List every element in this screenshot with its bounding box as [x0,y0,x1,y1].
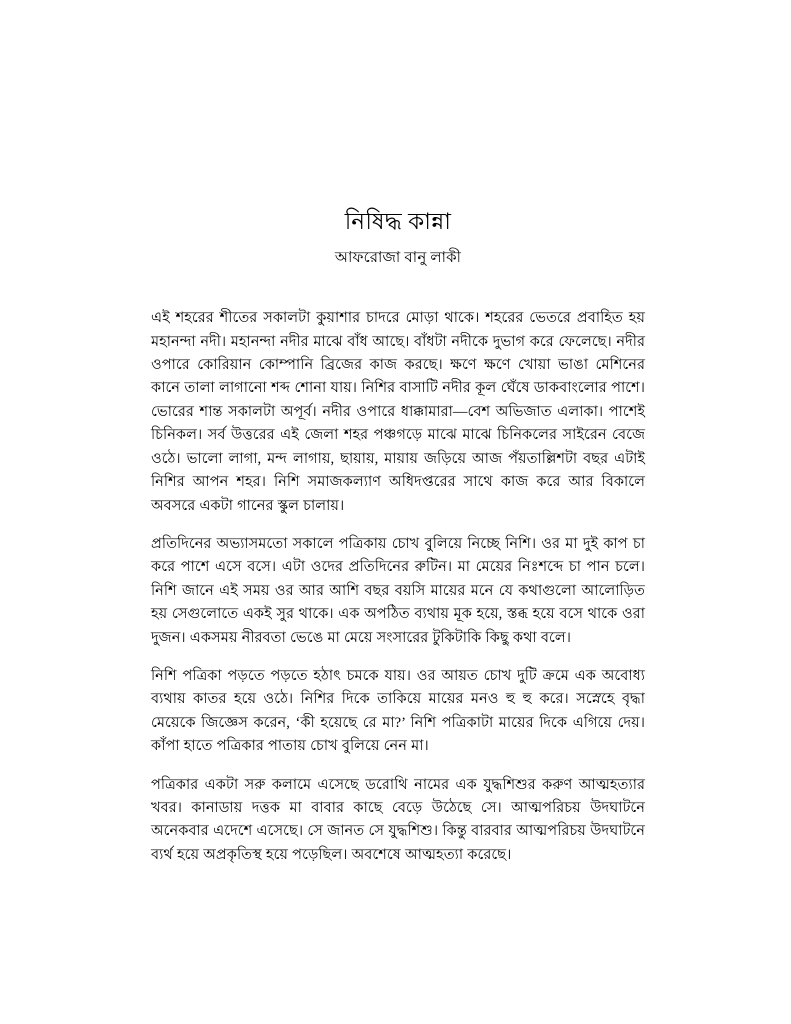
author-byline: আফরোজা বানু লাকী [334,249,462,266]
page-title: নিষিদ্ধ কান্না [344,209,452,234]
page-content [151,0,645,867]
paragraph: নিশি পত্রিকা পড়তে পড়তে হঠাৎ চমকে যায়। ওর আয়ত চোখ দুটি ক্রমে এক অবোধ্য ব্যথায় কাতর হয়ে ওঠে। নিশির দিকে তাকিয়ে মায়ের মনও হু হু করে। সস্নেহে বৃদ্ধা মেয়েকে জিজ্ঞেস করেন, ‘কী হয়েছে রে মা?’ নিশি পত্রিকাটা মায়ের দিকে এগিয়ে দেয়। কাঁপা হাতে পত্রিকার পাতায় চোখ বুলিয়ে নেন মা। [151,667,645,755]
title-block [151,208,645,268]
paragraph: পত্রিকার একটা সরু কলামে এসেছে ডরোথি নামের এক যুদ্ধশিশুর করুণ আত্মহত্যার খবর। কানাডায় দত্তক মা বাবার কাছে বেড়ে উঠেছে সে। আত্মপরিচয় উদঘাটনে অনেকবার এদেশে এসেছে। সে জানত সে যুদ্ধশিশু। কিন্তু বারবার আত্মপরিচয় উদঘাটনে ব্যর্থ হয়ে অপ্রকৃতিস্থ হয়ে পড়েছিল। অবশেষে আত্মহত্যা করেছে। [151,776,645,863]
body-text [151,307,645,867]
paragraph: এই শহরের শীতের সকালটা কুয়াশার চাদরে মোড়া থাকে। শহরের ভেতরে প্রবাহিত হয় মহানন্দা নদী। মহানন্দা নদীর মাঝে বাঁধ আছে। বাঁধটা নদীকে দুভাগ করে ফেলেছে। নদীর ওপারে কোরিয়ান কোম্পানি ব্রিজের কাজ করছে। ক্ষণে ক্ষণে খোয়া ভাঙা মেশিনের কানে তালা লাগানো শব্দ শোনা যায়। নিশির বাসাটি নদীর কূল ঘেঁষে ডাকবাংলোর পাশে। ভোরের শান্ত সকালটা অপূর্ব। নদীর ওপারে ধাক্কামারা—বেশ অভিজাত এলাকা। পাশেই চিনিকল। সর্ব উত্তরের এই জেলা শহর পঞ্চগড়ে মাঝে মাঝে চিনিকলের সাইরেন বেজে ওঠে। ভালো লাগা, মন্দ লাগায়, ছায়ায়, মায়ায় জড়িয়ে আজ পঁয়তাল্লিশটা বছর এটাই নিশির আপন শহর। নিশি সমাজকল্যাণ অধিদপ্তরের সাথে কাজ করে আর বিকালে অবসরে একটা গানের স্কুল চালায়। [151,310,645,514]
paragraph: প্রতিদিনের অভ্যাসমতো সকালে পত্রিকায় চোখ বুলিয়ে নিচ্ছে নিশি। ওর মা দুই কাপ চা করে পাশে এসে বসে। এটা ওদের প্রতিদিনের রুটিন। মা মেয়ের নিঃশব্দে চা পান চলে। নিশি জানে এই সময় ওর আর আশি বছর বয়সি মায়ের মনে যে কথাগুলো আলোড়িত হয় সেগুলোতে একই সুর থাকে। এক অপঠিত ব্যথায় মূক হয়ে, স্তব্ধ হয়ে বসে থাকে ওরা দুজন। একসময় নীরবতা ভেঙে মা মেয়ে সংসারের টুকিটাকি কিছু কথা বলে। [151,535,645,646]
